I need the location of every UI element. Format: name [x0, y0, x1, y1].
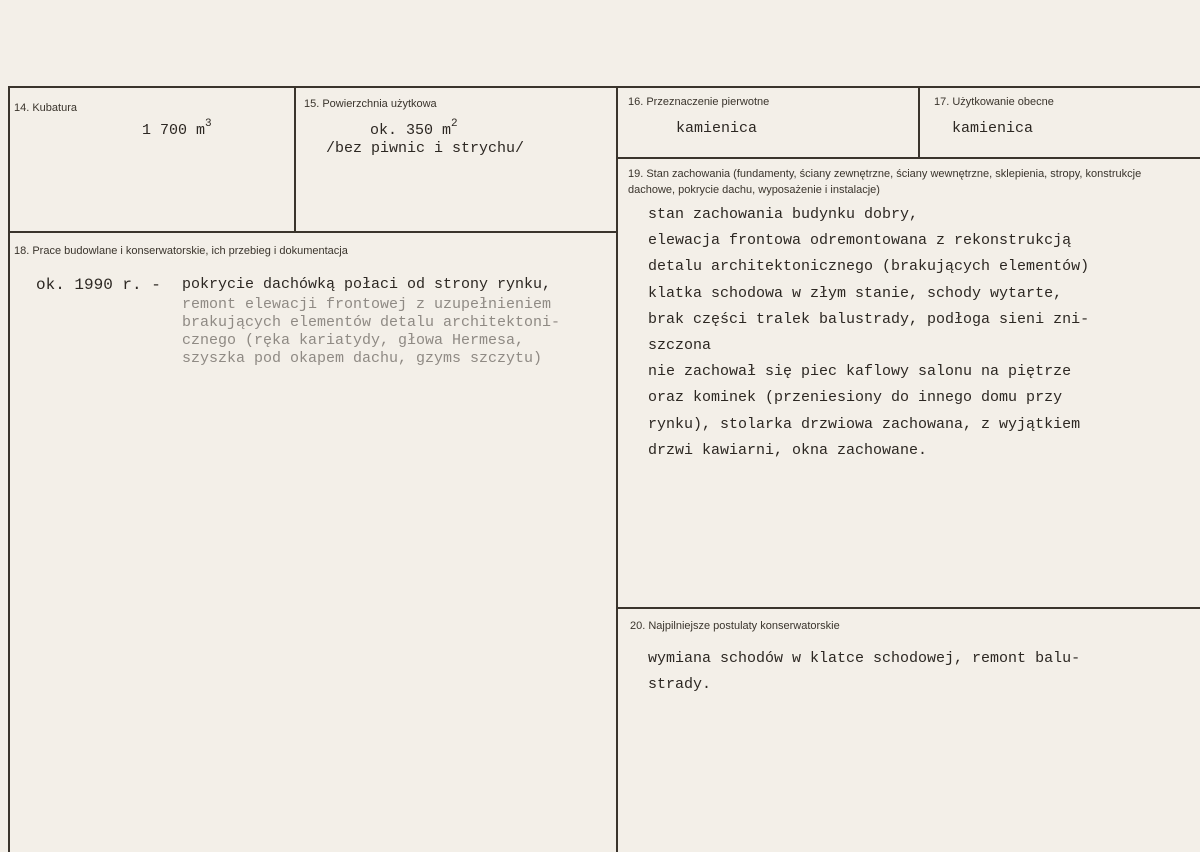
stan-line: stan zachowania budynku dobry, [648, 206, 919, 223]
kubatura-value-text: 1 700 m [142, 122, 206, 139]
stan-line: szczona [648, 336, 712, 354]
divider-top [8, 86, 1200, 88]
powierzchnia-value [370, 120, 458, 139]
divider-col-center [616, 86, 618, 852]
powierzchnia-label: 15. Powierzchnia użytkowa [304, 98, 437, 110]
postulaty-label: 20. Najpilniejsze postulaty konserwatorskie [630, 620, 840, 632]
prace-faded-line: remont elewacji frontowej z uzupełnieniem [182, 296, 552, 313]
divider-row1-right [616, 157, 1200, 159]
prace-date: ok. 1990 r. - [36, 276, 161, 294]
divider-left-edge [8, 86, 10, 852]
prace-faded-line: brakujących elementów detalu architektoni- [182, 314, 561, 331]
postulaty-text [648, 646, 1080, 698]
prace-faded-line: szyszka pod okapem dachu, gzyms szczytu) [182, 350, 543, 367]
kubatura-value [142, 120, 212, 139]
kubatura-unit-exponent: 3 [205, 118, 212, 130]
prace-line1: pokrycie dachówką połaci od strony rynku, [182, 276, 552, 293]
prace-label: 18. Prace budowlane i konserwatorskie, ich przebieg i dokumentacja [14, 245, 348, 257]
stan-line: oraz kominek (przeniesiony do innego domu przy [648, 389, 1063, 407]
kubatura-label: 14. Kubatura [14, 102, 77, 114]
prace-faded-text [182, 296, 560, 368]
przeznaczenie-value: kamienica [676, 120, 758, 137]
stan-label: 19. Stan zachowania (fundamenty, ściany zewnętrzne, ściany wewnętrzne, sklepienia, stropy, konstrukcje dachowe, pokrycie dachu, wyposażenie i instalacje) [628, 168, 1142, 196]
prace-faded-line: cznego (ręka kariatydy, głowa Hermesa, [182, 332, 525, 349]
divider-col-16-17 [918, 86, 920, 158]
divider-section20 [616, 607, 1200, 609]
powierzchnia-note: /bez piwnic i strychu/ [326, 140, 525, 157]
uzytkowanie-label: 17. Użytkowanie obecne [934, 96, 1054, 108]
divider-col-14-15 [294, 86, 296, 232]
stan-text [648, 202, 1089, 464]
stan-line: klatka schodowa w złym stanie, schody wytarte, [648, 284, 1063, 302]
stan-line: brak części tralek balustrady, podłoga sieni zni- [648, 310, 1090, 328]
stan-line: drzwi kawiarni, okna zachowane. [648, 441, 928, 459]
postulaty-line: wymiana schodów w klatce schodowej, remont balu- [648, 650, 1081, 667]
stan-line: rynku), stolarka drzwiowa zachowana, z wyjątkiem [648, 415, 1081, 433]
divider-row1-left [8, 231, 616, 233]
stan-line: elewacja frontowa odremontowana z rekonstrukcją [648, 232, 1072, 250]
przeznaczenie-label: 16. Przeznaczenie pierwotne [628, 96, 770, 108]
stan-line: nie zachował się piec kaflowy salonu na piętrze [648, 363, 1072, 381]
powierzchnia-value-text: ok. 350 m [370, 122, 452, 139]
postulaty-line: strady. [648, 676, 712, 694]
powierzchnia-unit-exponent: 2 [451, 118, 458, 130]
uzytkowanie-value: kamienica [952, 120, 1034, 137]
stan-line: detalu architektonicznego (brakujących elementów) [648, 258, 1090, 276]
